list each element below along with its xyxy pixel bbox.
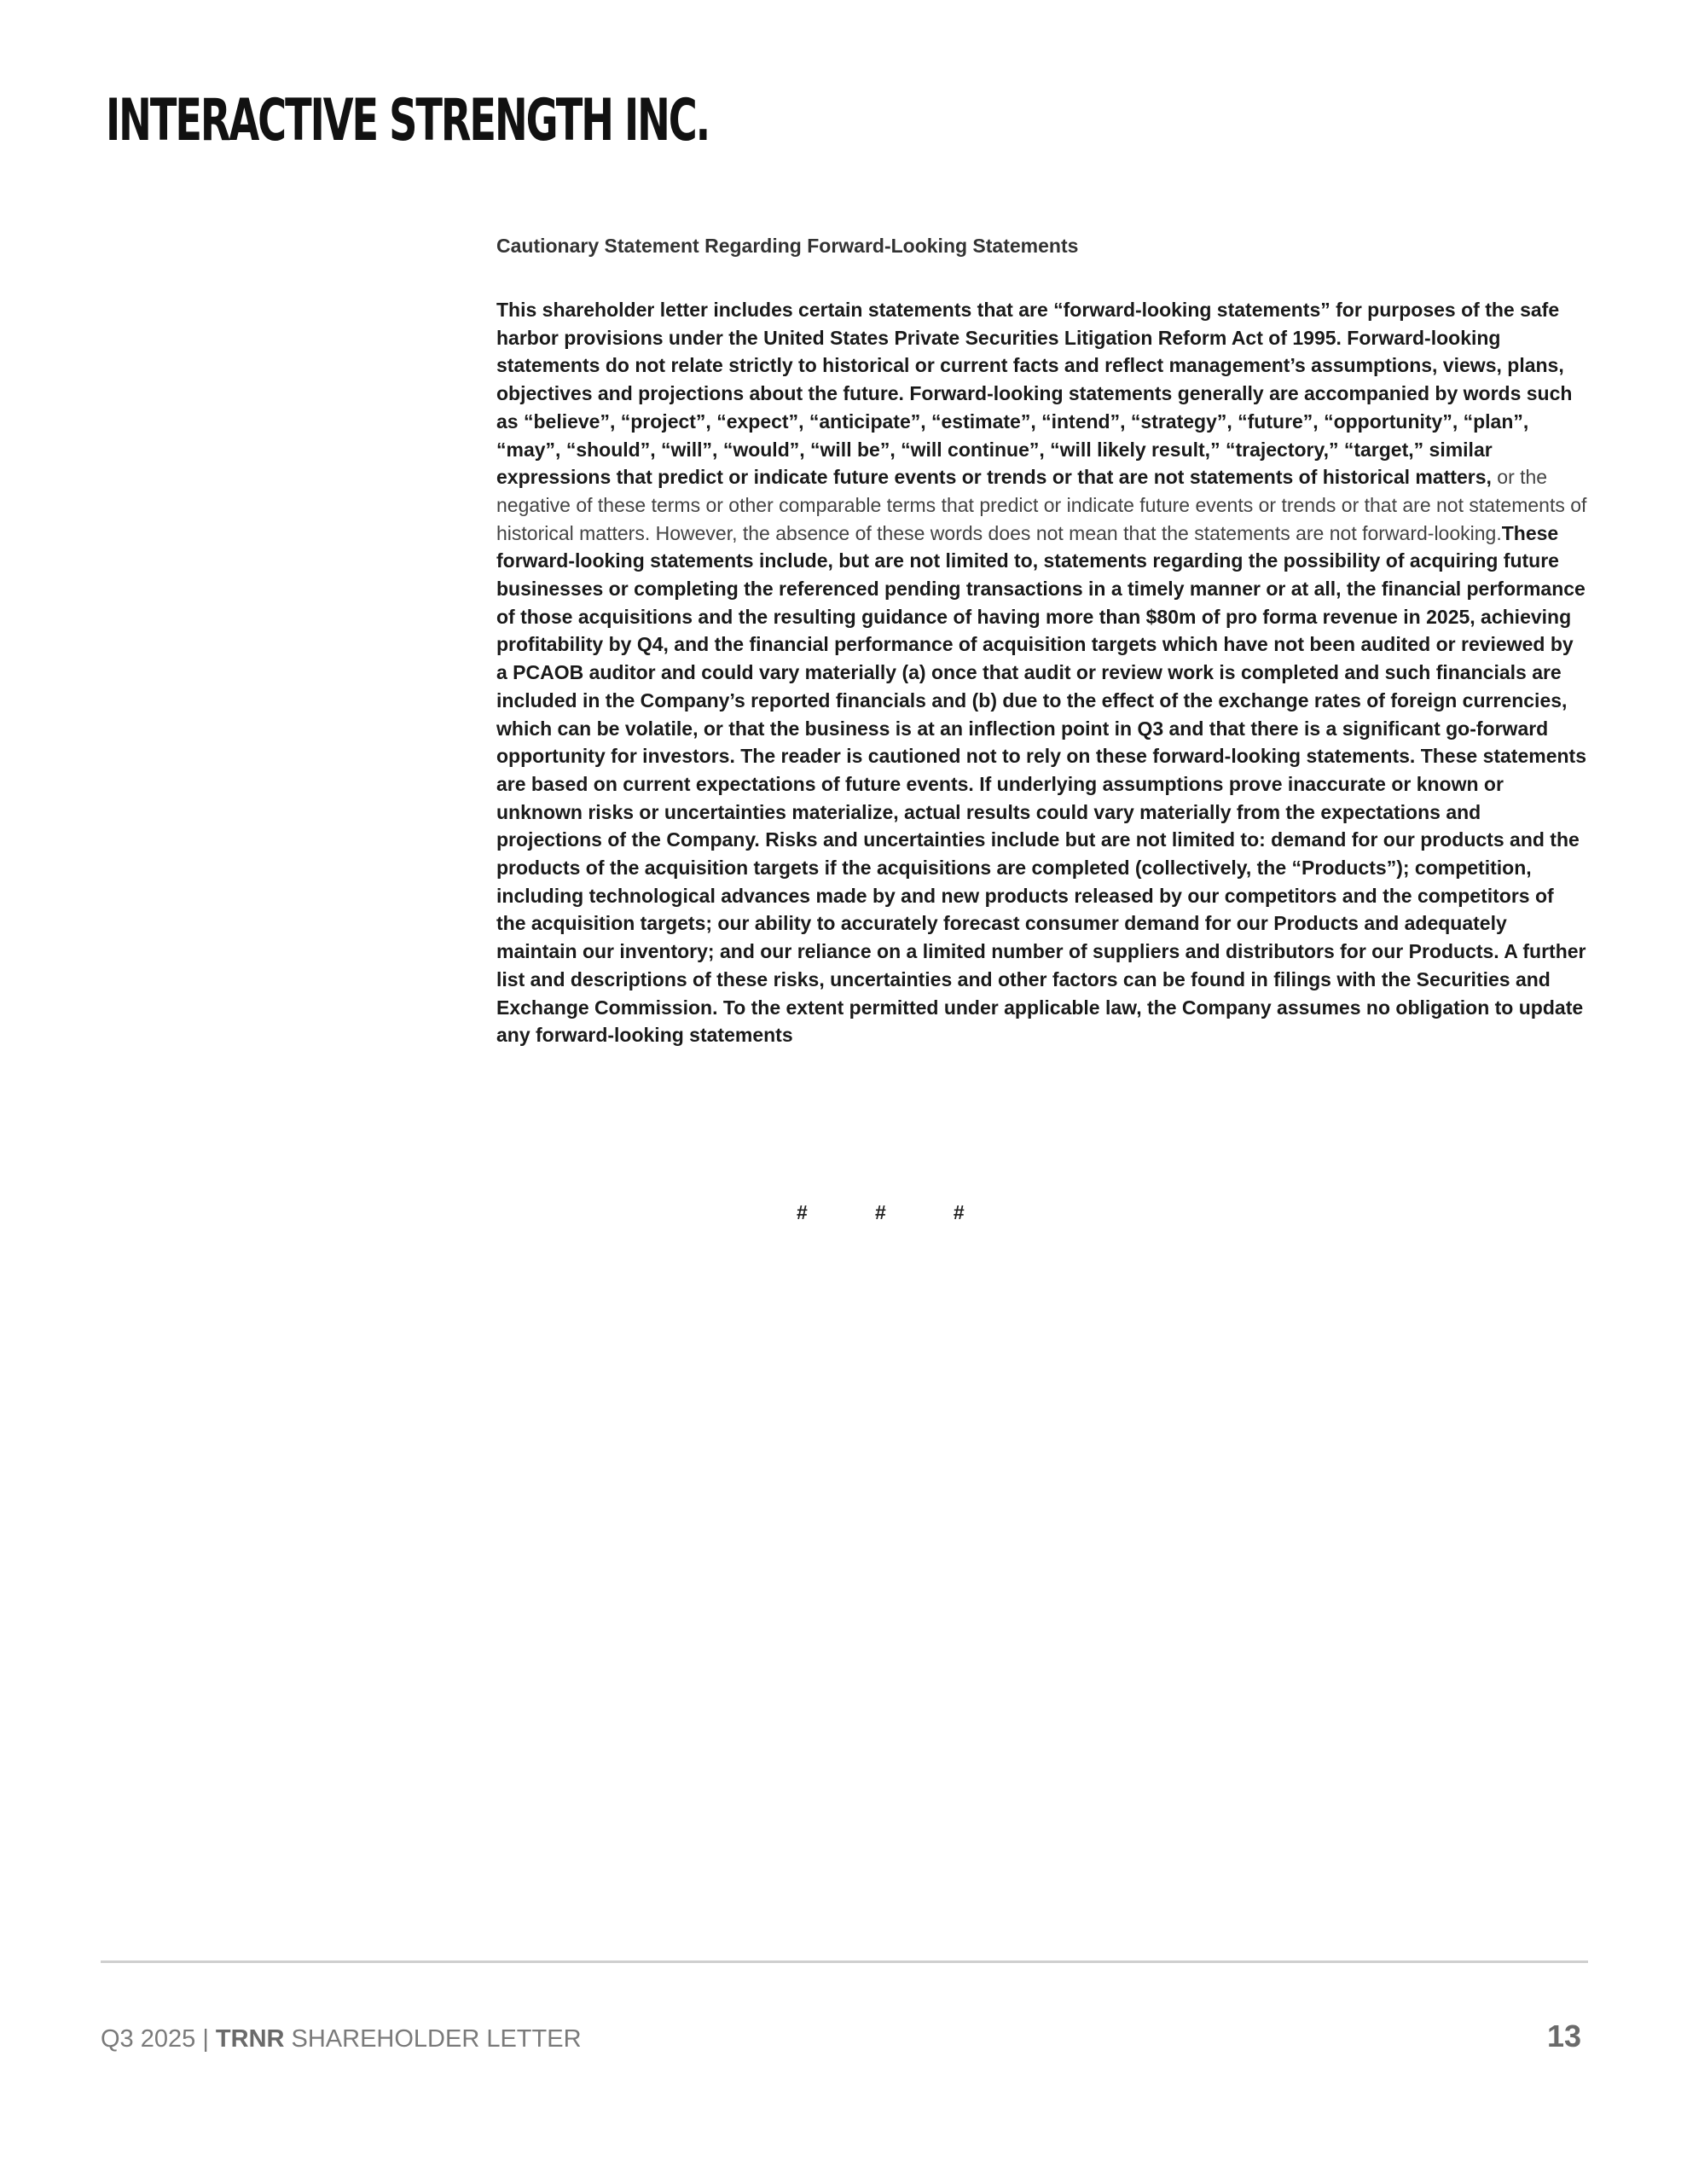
- footer-label: [101, 2025, 582, 2053]
- section-heading: Cautionary Statement Regarding Forward-Looking Statements: [496, 235, 1079, 257]
- footer-ticker: TRNR: [215, 2025, 285, 2053]
- page-number: 13: [1546, 2018, 1581, 2053]
- forward-looking-section: [496, 232, 1588, 1050]
- footer-doc-title: SHAREHOLDER LETTER: [284, 2025, 582, 2053]
- end-of-document-marks: # # #: [797, 1201, 965, 1223]
- footer-period: Q3 2025 |: [101, 2025, 216, 2053]
- disclaimer-paragraph: [496, 297, 1588, 1050]
- footer-divider: [101, 1960, 1588, 1963]
- company-logo: INTERACTIVE STRENGTH INC.: [106, 87, 710, 154]
- disclaimer-plain-middle: or the negative of these terms or other comparable terms that predict or indicate future events or trends or that are not statements of historical matters. However, the absence of these words does not mean that the statements are not forward-looking.: [496, 466, 1587, 544]
- disclaimer-bold-intro: This shareholder letter includes certain statements that are “forward-looking statements” for purposes of the safe harbor provisions under the United States Private Securities Litigation Reform Act of 1995. Forward-looking statements do not relate strictly to historical or current facts and reflect management’s assumptions, views, plans, objectives and projections about the future. Forward-looking statements generally are accompanied by words such as “believe”, “project”, “expect”, “anticipate”, “estimate”, “intend”, “strategy”, “future”, “opportunity”, “plan”, “may”, “should”, “will”, “would”, “will be”, “will continue”, “will likely result,” “trajectory,” “target,” similar expressions that predict or indicate future events or trends or that are not statements of historical matters,: [496, 299, 1573, 489]
- disclaimer-bold-details: These forward-looking statements include, but are not limited to, statements regarding the possibility of acquiring future businesses or completing the referenced pending transactions in a timely manner or at all, the financial performance of those acquisitions and the resulting guidance of having more than $80m of pro forma revenue in 2025, achieving profitability by Q4, and the financial performance of acquisition targets which have not been audited or reviewed by a PCAOB auditor and could vary materially (a) once that audit or review work is completed and such financials are included in the Company’s reported financials and (b) due to the effect of the exchange rates of foreign currencies, which can be volatile, or that the business is at an inflection point in Q3 and that there is a significant go-forward opportunity for investors. The reader is cautioned not to rely on these forward-looking statements. These statements are based on current expectations of future events. If underlying assumptions prove inaccurate or known or unknown risks or uncertainties materialize, actual results could vary materially from the expectations and projections of the Company. Risks and uncertainties include but are not limited to: demand for our products and the products of the acquisition targets if the acquisitions are completed (collectively, the “Products”); competition, including technological advances made by and new products released by our competitors and the competitors of the acquisition targets; our ability to accurately forecast consumer demand for our Products and adequately maintain our inventory; and our reliance on a limited number of suppliers and distributors for our Products. A further list and descriptions of these risks, uncertainties and other factors can be found in filings with the Securities and Exchange Commission. To the extent permitted under applicable law, the Company assumes no obligation to update any forward-looking statements: [496, 521, 1587, 1047]
